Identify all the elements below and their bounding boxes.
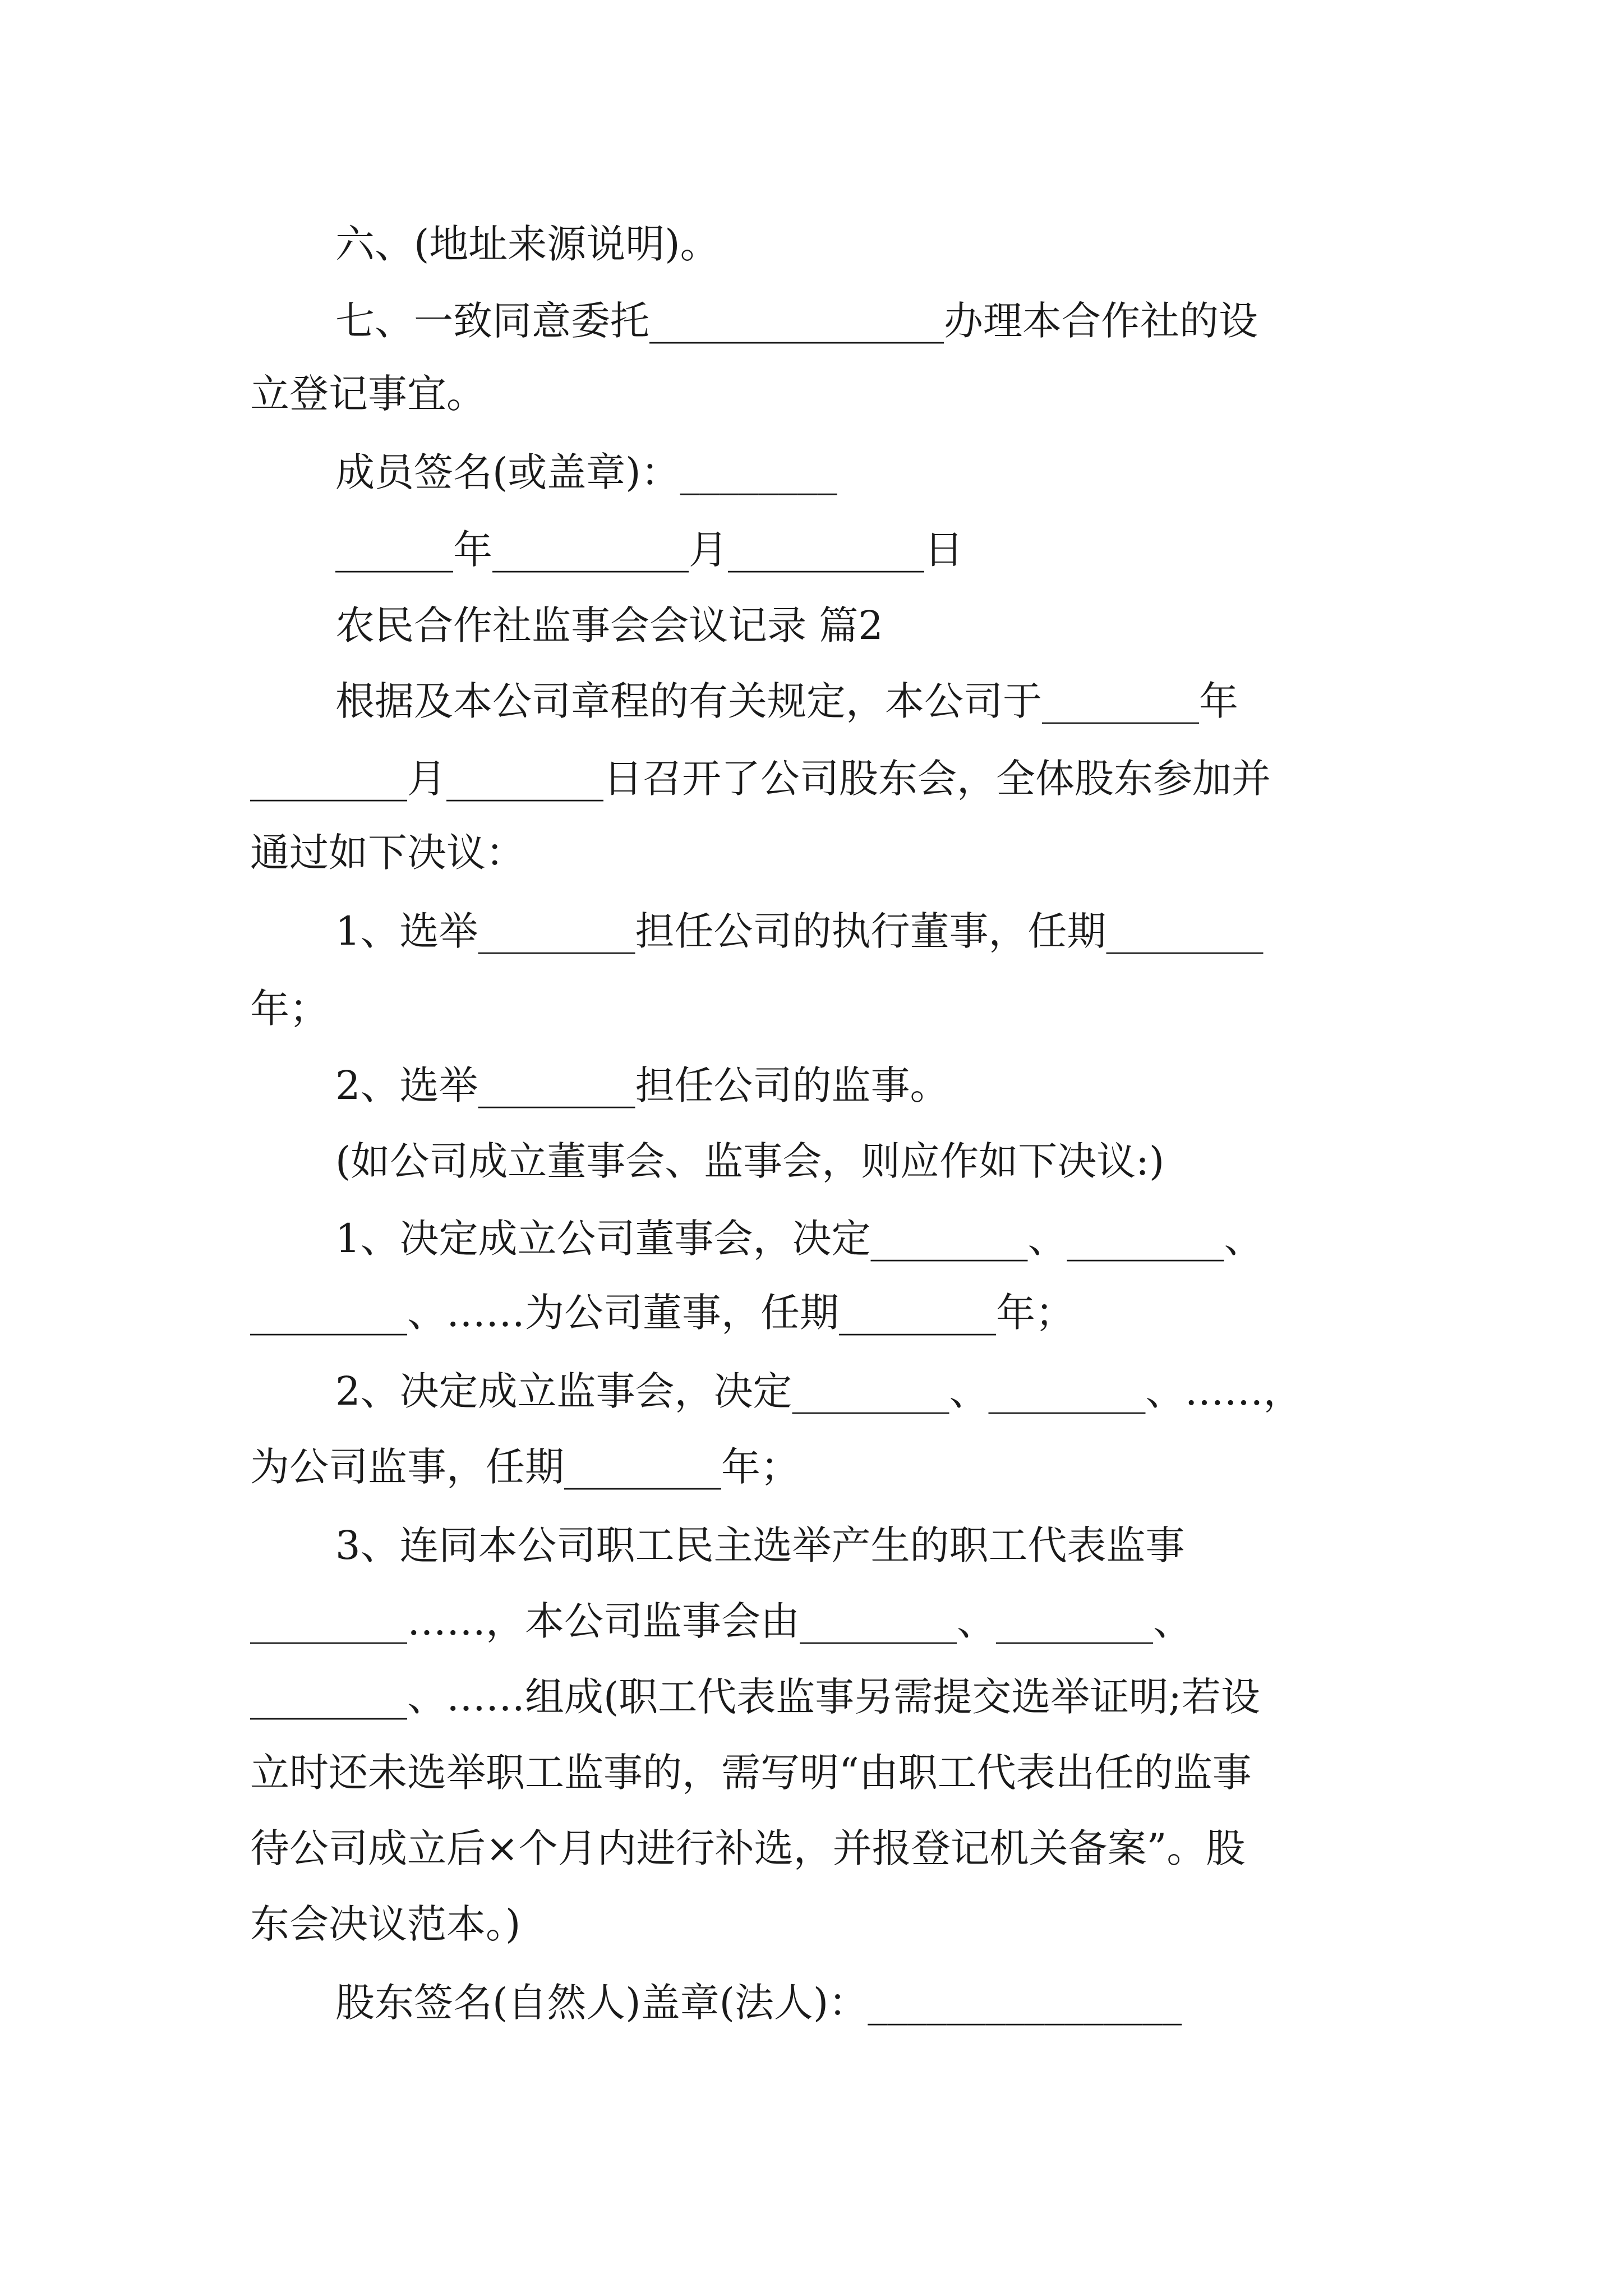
board-resolution-3-line-2: ________……，本公司监事会由________、________、: [250, 1598, 1192, 1644]
shareholder-signature-line: 股东签名(自然人)盖章(法人)：________________: [335, 1980, 1182, 2026]
board-resolution-1: 1、决定成立公司董事会，决定________、________、: [335, 1216, 1264, 1262]
intro-paragraph-line-3: 通过如下决议：: [250, 830, 525, 876]
board-resolution-1-continued: ________、……为公司董事，任期________年；: [250, 1290, 1075, 1336]
board-resolution-3-line-4: 立时还未选举职工监事的，需写明“由职工代表出任的监事: [250, 1750, 1252, 1796]
board-note: (如公司成立董事会、监事会，则应作如下决议:): [335, 1138, 1165, 1184]
board-resolution-2-continued: 为公司监事，任期________年；: [250, 1444, 800, 1490]
member-signature-line: 成员签名(或盖章)：________: [335, 449, 837, 495]
board-resolution-3: 3、连同本公司职工民主选举产生的职工代表监事: [335, 1522, 1185, 1568]
clause-seven-continued: 立登记事宜。: [250, 371, 486, 417]
board-resolution-3-line-5: 待公司成立后×个月内进行补选，并报登记机关备案”。股: [250, 1825, 1246, 1871]
clause-seven-entrust: 七、一致同意委托_______________办理本合作社的设: [335, 298, 1258, 344]
board-resolution-2: 2、决定成立监事会，决定________、________、……，: [335, 1368, 1303, 1414]
resolution-executive-director-continued: 年；: [250, 986, 329, 1032]
section-title-part-2: 农民合作社监事会会议记录 篇2: [335, 602, 883, 648]
resolution-executive-director: 1、选举________担任公司的执行董事，任期________: [335, 908, 1264, 954]
board-resolution-3-line-3: ________、……组成(职工代表监事另需提交选举证明;若设: [250, 1674, 1260, 1720]
board-resolution-3-line-6: 东会决议范本。): [250, 1901, 521, 1947]
intro-paragraph-line-2: ________月________日召开了公司股东会，全体股东参加并: [250, 756, 1271, 802]
clause-six-address-note: 六、(地址来源说明)。: [335, 221, 720, 267]
intro-paragraph-line-1: 根据及本公司章程的有关规定，本公司于________年: [335, 678, 1238, 724]
resolution-supervisor: 2、选举________担任公司的监事。: [335, 1062, 949, 1108]
date-line: ______年__________月__________日: [335, 527, 963, 573]
